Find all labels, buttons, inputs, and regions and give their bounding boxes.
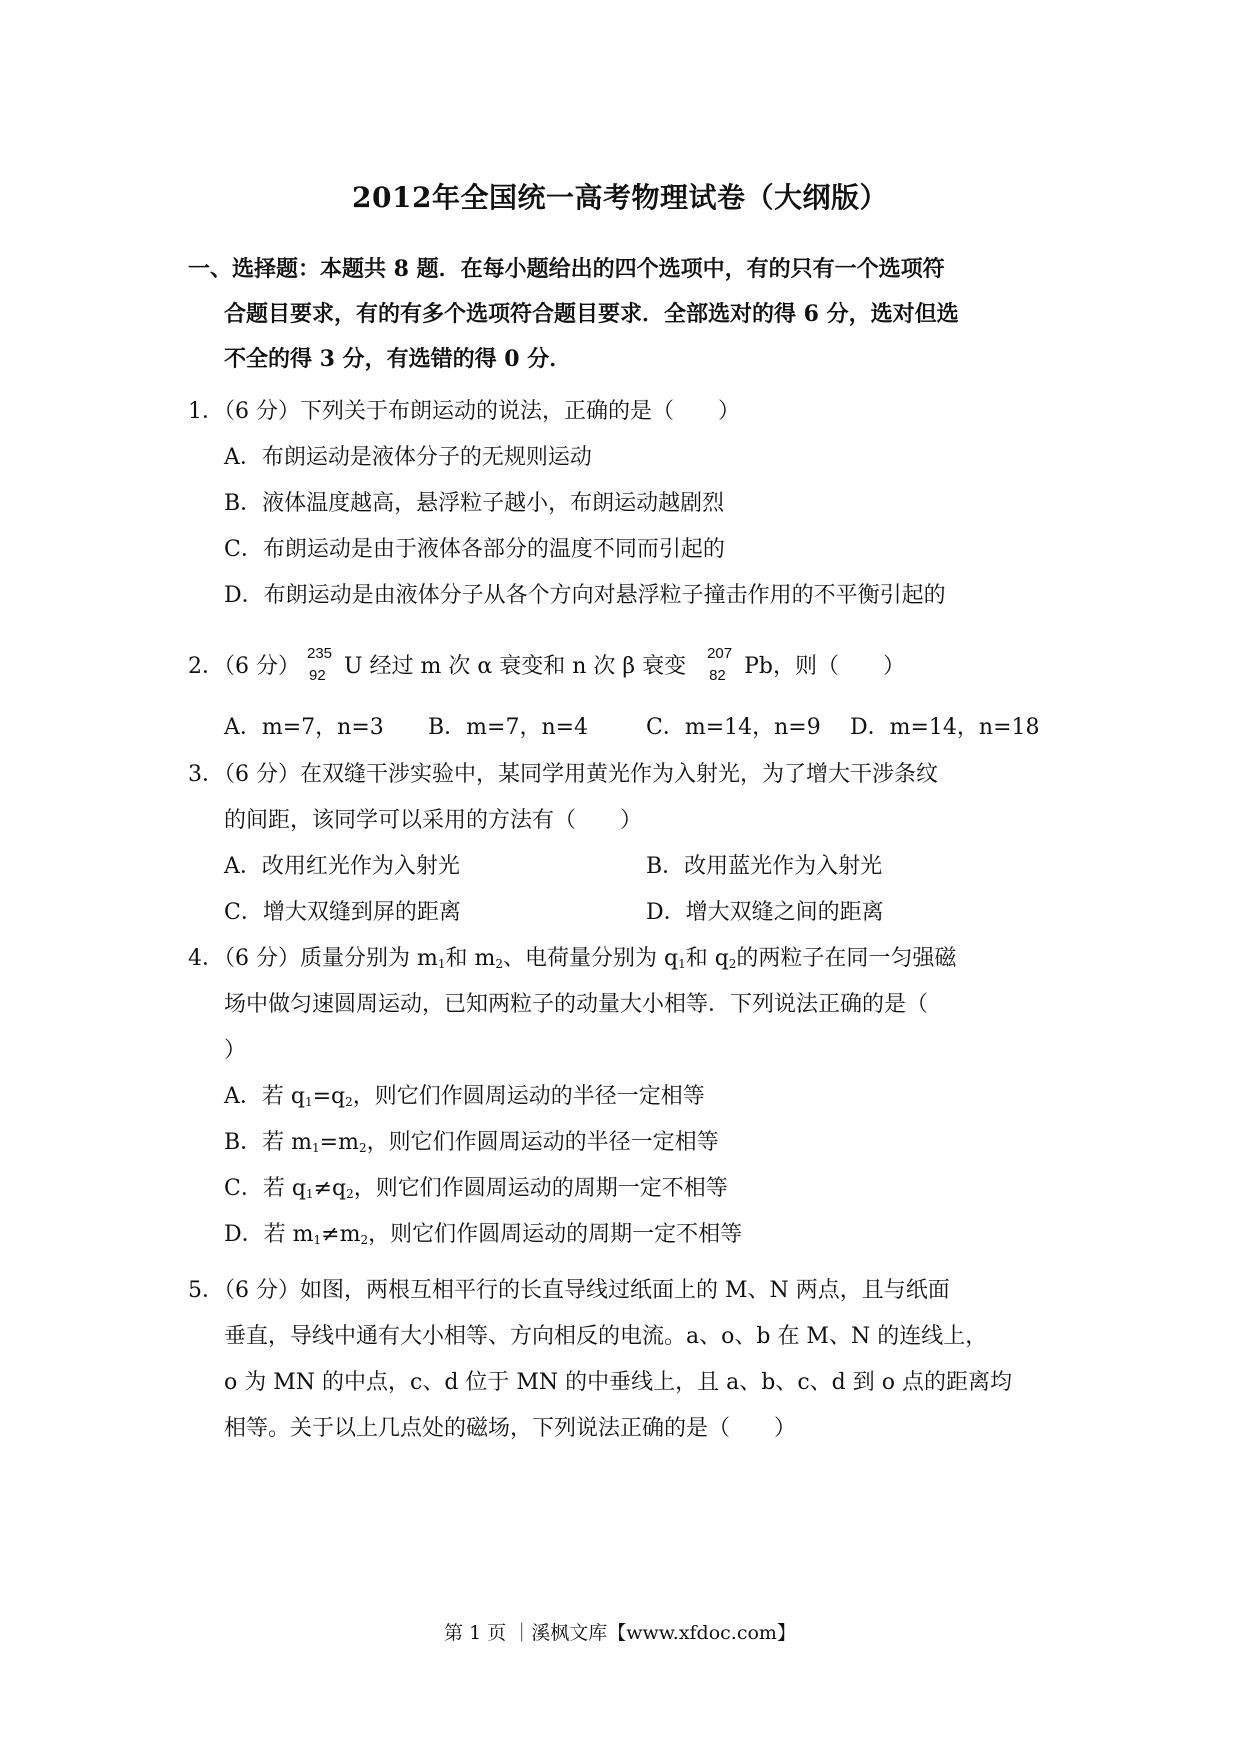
page-footer: 第 1 页 ｜溪枫文库【www.xfdoc.com】 [444, 1622, 796, 1644]
q4-text: 和 q [685, 946, 729, 971]
question-1-option-a: A．布朗运动是液体分子的无规则运动 [224, 445, 592, 470]
q4-sub: 1 [313, 1233, 322, 1247]
question-5-line2: 垂直，导线中通有大小相等、方向相反的电流。a、o、b 在 M、N 的连线上， [224, 1324, 988, 1349]
q4-sub: 1 [305, 1187, 314, 1201]
q4-option-text: ≠m [321, 1222, 361, 1247]
q4-sub: 2 [345, 1095, 353, 1109]
page-title: 2012年全国统一高考物理试卷（大纲版） [352, 181, 888, 214]
uranium-atomic-number: 92 [309, 667, 326, 684]
q4-option-text: ≠q [313, 1176, 347, 1201]
question-5-line3: o 为 MN 的中点，c、d 位于 MN 的中垂线上，且 a、b、c、d 到 o 点的距离均 [224, 1370, 1012, 1395]
q4-text: 的两粒子在同一匀强磁 [736, 946, 957, 971]
question-2-stem [188, 641, 905, 689]
question-3-option-a: A．改用红光作为入射光 [224, 854, 460, 879]
q4-sub: 2 [346, 1187, 354, 1201]
q4-option-text: =m [319, 1130, 359, 1155]
q4-option-text: A．若 q [224, 1084, 305, 1109]
q4-option-text: ，则它们作圆周运动的周期一定不相等 [353, 1176, 728, 1201]
question-3-option-c: C．增大双缝到屏的距离 [224, 900, 461, 925]
section-heading-line3: 不全的得 3 分，有选错的得 0 分． [224, 346, 572, 372]
question-2-prefix: 2．（6 分） [188, 654, 300, 679]
q4-sub: 2 [360, 1233, 369, 1247]
question-1-option-c: C．布朗运动是由于液体各部分的温度不同而引起的 [224, 537, 725, 562]
section-heading-line2: 合题目要求，有的有多个选项符合题目要求．全部选对的得 6 分，选对但选 [224, 301, 959, 327]
q4-text: 和 m [445, 946, 496, 971]
question-1-stem: 1．（6 分）下列关于布朗运动的说法，正确的是（ ） [188, 399, 740, 424]
question-2-suffix: Pb，则（ ） [744, 654, 905, 679]
question-2-option-a: A．m=7，n=3 [224, 715, 384, 740]
q4-option-text: D．若 m [224, 1222, 314, 1247]
section-heading [188, 247, 1068, 382]
question-1-option-b: B．液体温度越高，悬浮粒子越小，布朗运动越剧烈 [224, 491, 725, 516]
q4-option-text: C．若 q [224, 1176, 306, 1201]
q4-text: 4．（6 分）质量分别为 m [188, 946, 438, 971]
question-4-option-b [224, 1120, 719, 1171]
lead-nuclide [707, 641, 737, 684]
question-3-option-b: B．改用蓝光作为入射光 [646, 854, 883, 879]
q4-sub: 1 [437, 957, 446, 971]
q4-sub: 2 [358, 1141, 367, 1155]
question-3-option-d: D．增大双缝之间的距离 [646, 900, 884, 925]
question-4-line3: ） [224, 1038, 247, 1063]
question-5-line4: 相等。关于以上几点处的磁场，下列说法正确的是（ ） [224, 1416, 797, 1441]
q4-sub: 1 [312, 1141, 320, 1155]
uranium-mass-number: 235 [307, 645, 333, 662]
uranium-nuclide [307, 641, 337, 684]
q4-sub: 2 [495, 957, 503, 971]
q4-text: 、电荷量分别为 q [502, 946, 679, 971]
q4-option-text: ，则它们作圆周运动的半径一定相等 [366, 1130, 719, 1155]
question-2-option-b: B．m=7，n=4 [428, 715, 589, 740]
question-5-line1: 5．（6 分）如图，两根互相平行的长直导线过纸面上的 M、N 两点，且与纸面 [188, 1278, 950, 1303]
lead-atomic-number: 82 [709, 667, 726, 684]
q4-option-text: =q [312, 1084, 346, 1109]
question-1-option-d: D．布朗运动是由液体分子从各个方向对悬浮粒子撞击作用的不平衡引起的 [224, 583, 946, 608]
question-4-line1 [188, 936, 956, 987]
q4-option-text: ，则它们作圆周运动的周期一定不相等 [368, 1222, 743, 1247]
question-2-middle: U 经过 m 次 α 衰变和 n 次 β 衰变 [344, 654, 687, 679]
question-2-option-d: D．m=14，n=18 [850, 715, 1040, 740]
question-3-line1: 3．（6 分）在双缝干涉实验中，某同学用黄光作为入射光，为了增大干涉条纹 [188, 762, 938, 787]
q4-sub: 1 [304, 1095, 313, 1109]
q4-sub: 1 [678, 957, 686, 971]
q4-sub: 2 [728, 957, 737, 971]
question-2-option-c: C．m=14，n=9 [646, 715, 821, 740]
q4-option-text: ，则它们作圆周运动的半径一定相等 [352, 1084, 705, 1109]
question-4-option-a [224, 1074, 705, 1125]
question-4-line2: 场中做匀速圆周运动，已知两粒子的动量大小相等．下列说法正确的是（ [224, 992, 929, 1017]
question-3-line2: 的间距，该同学可以采用的方法有（ ） [224, 808, 643, 833]
question-4-option-d [224, 1212, 742, 1263]
q4-option-text: B．若 m [224, 1130, 313, 1155]
lead-mass-number: 207 [707, 645, 733, 662]
question-4-option-c [224, 1166, 728, 1217]
section-heading-line1: 一、选择题：本题共 8 题．在每小题给出的四个选项中，有的只有一个选项符 [188, 256, 945, 282]
